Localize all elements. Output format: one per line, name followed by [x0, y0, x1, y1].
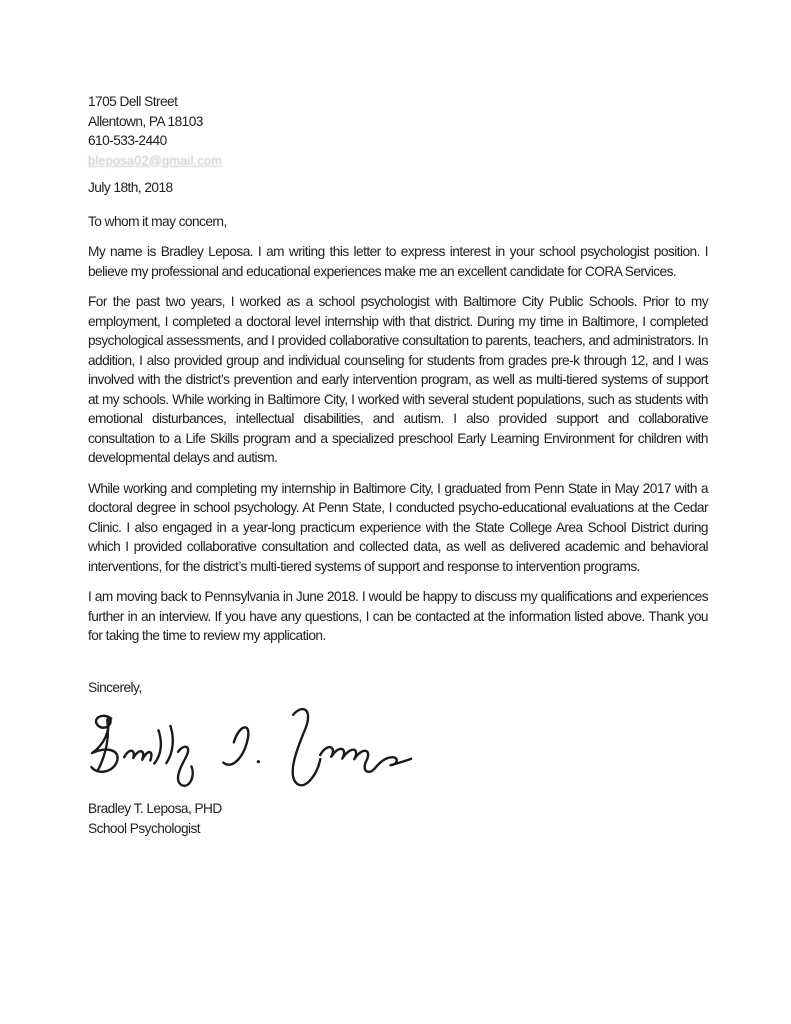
handwritten-signature: [81, 699, 413, 800]
signer-name: Bradley T. Leposa, PHD: [88, 801, 222, 816]
sender-phone: 610-533-2440: [88, 133, 167, 148]
body-paragraph-1: My name is Bradley Leposa. I am writing this letter to express interest in your school psychologist position. I believe my professional and educational experiences make me an excellent candidate for CORA Services.: [88, 244, 708, 279]
signature-stroke: [291, 709, 321, 786]
signature-stroke: [124, 750, 152, 761]
cover-letter: [88, 92, 708, 838]
signer-title: School Psychologist: [88, 820, 201, 836]
signature-stroke: [320, 745, 412, 773]
body-paragraph-2: For the past two years, I worked as a school psychologist with Baltimore City Public Schools. Prior to my employment, I completed a doctoral level internship with that district. During my time in Baltimore, I completed psychological assessments, and I provided collaborative consultation to parents, teachers, and administrators. In addition, I also provided group and individual counseling for students from grades pre-k through 12, and I was involved with the district’s prevention and early intervention program, as well as multi-tiered systems of support at my schools. While working in Baltimore City, I worked with several student populations, such as students with emotional disturbances, intellectual disabilities, and autism. I also provided support and collaborative consultation to a Life Skills program and a specialized preschool Early Learning Environment for children with developmental delays and autism.: [88, 294, 708, 465]
signature-stroke: [177, 747, 193, 786]
sender-address-block: [88, 92, 708, 170]
signature-dot: [257, 760, 260, 763]
letter-body: [88, 242, 708, 646]
letter-date: July 18th, 2018: [88, 180, 173, 195]
body-paragraph-3: While working and completing my internship in Baltimore City, I graduated from Penn State in May 2017 with a doctoral degree in school psychology. At Penn State, I conducted psycho-educational evaluations at the Cedar Clinic. I also engaged in a year-long practicum experience with the State College Area School District during which I provided collaborative consultation and collected data, as well as delivered academic and behavioral interventions, for the district’s multi-tiered systems of support and response to intervention programs.: [88, 480, 708, 574]
body-paragraph-4: I am moving back to Pennsylvania in June 2018. I would be happy to discuss my qualifications and experiences further in an interview. If you have any questions, I can be contacted at the information listed above. Thank you for taking the time to review my application.: [88, 589, 708, 643]
signature-stroke: [222, 727, 249, 765]
signature-stroke: [153, 730, 161, 763]
closing: Sincerely,: [88, 679, 142, 695]
sender-street: 1705 Dell Street: [88, 94, 178, 109]
signature-stroke: [90, 716, 118, 773]
signer-block: [88, 799, 708, 838]
signature-stroke: [165, 726, 173, 763]
salutation: To whom it may concern,: [88, 213, 227, 229]
sender-city-state-zip: Allentown, PA 18103: [88, 113, 203, 129]
sender-email: bleposa02@gmail.com: [88, 152, 223, 168]
